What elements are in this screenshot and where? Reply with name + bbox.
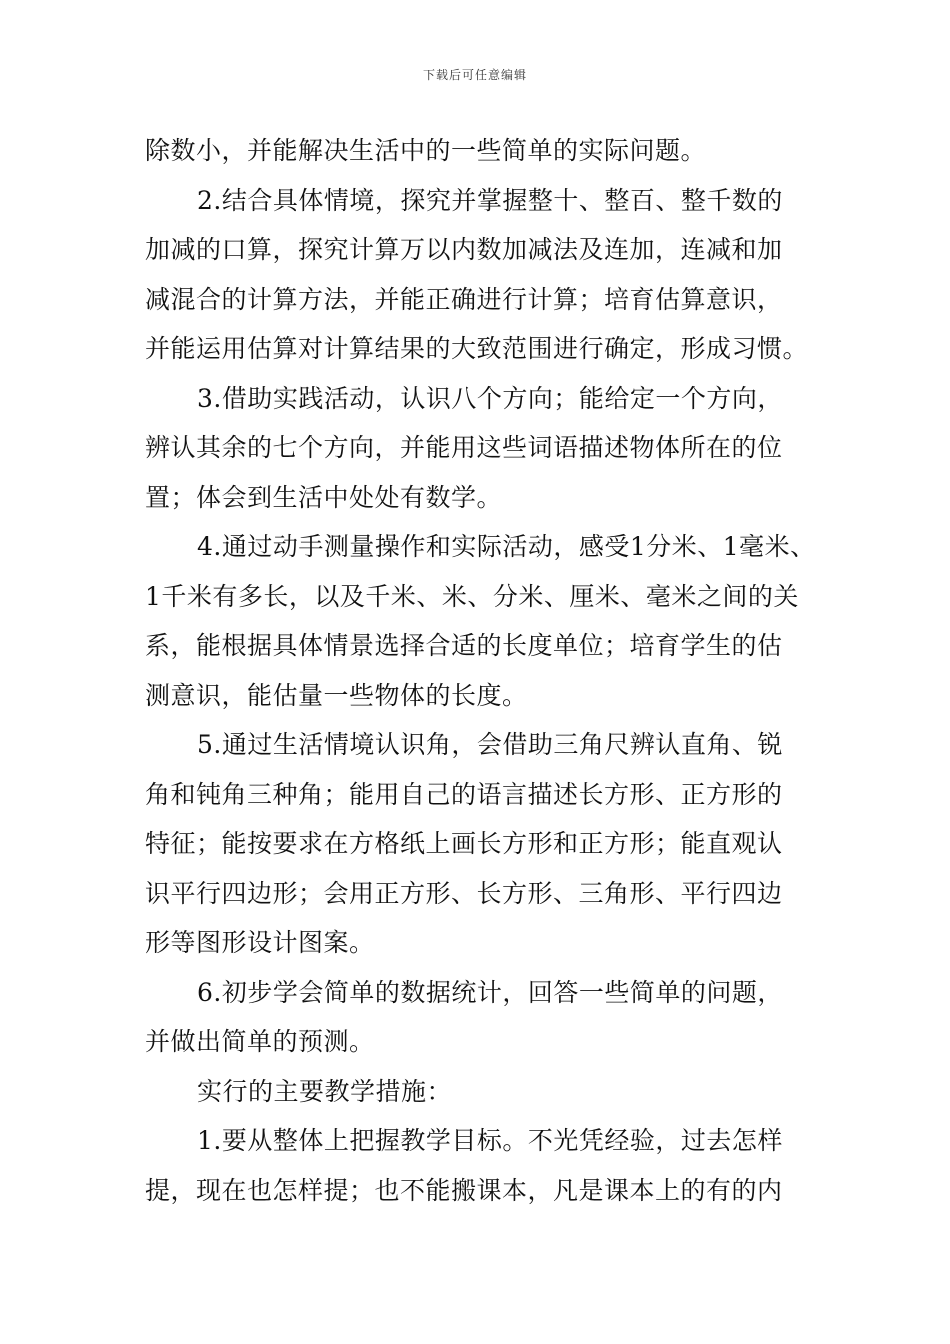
page-header: 下载后可任意编辑 [422,68,527,82]
text-line: 2.结合具体情境，探究并掌握整十、整百、整千数的 [197,185,783,215]
text-line: 测意识，能估量一些物体的长度。 [145,680,528,710]
text-line: 角和钝角三种角；能用自己的语言描述长方形、正方形的 [145,779,783,809]
text-line: 1.要从整体上把握教学目标。不光凭经验，过去怎样 [197,1126,783,1155]
text-line: 除数小，并能解决生活中的一些简单的实际问题。 [145,136,707,165]
text-line: 置；体会到生活中处处有数学。 [145,482,503,512]
text-line: 特征；能按要求在方格纸上画长方形和正方形；能直观认 [145,829,783,858]
text-line: 识平行四边形；会用正方形、长方形、三角形、平行四边 [145,878,783,908]
text-line: 并能运用估算对计算结果的大致范围进行确定，形成习惯。 [145,334,809,363]
document-body [145,126,815,1215]
text-line: 1千米有多长，以及千米、米、分米、厘米、毫米之间的关 [145,581,799,611]
text-line: 减混合的计算方法，并能正确进行计算；培育估算意识， [145,284,783,314]
text-line: 提，现在也怎样提；也不能搬课本，凡是课本上的有的内 [145,1175,783,1205]
text-line: 实行的主要教学措施： [197,1076,453,1106]
text-line: 6.初步学会简单的数据统计，回答一些简单的问题， [197,977,783,1007]
text-line: 并做出简单的预测。 [145,1027,375,1056]
text-line: 辨认其余的七个方向，并能用这些词语描述物体所在的位 [145,433,783,462]
text-line: 5.通过生活情境认识角，会借助三角尺辨认直角、锐 [197,730,783,759]
text-line: 4.通过动手测量操作和实际活动，感受1分米、1毫米、 [197,532,816,561]
text-line: 系，能根据具体情景选择合适的长度单位；培育学生的估 [145,631,783,660]
text-line: 3.借助实践活动，认识八个方向；能给定一个方向， [197,383,783,413]
text-line: 形等图形设计图案。 [145,928,375,957]
text-line: 加减的口算，探究计算万以内数加减法及连加，连减和加 [145,235,783,264]
